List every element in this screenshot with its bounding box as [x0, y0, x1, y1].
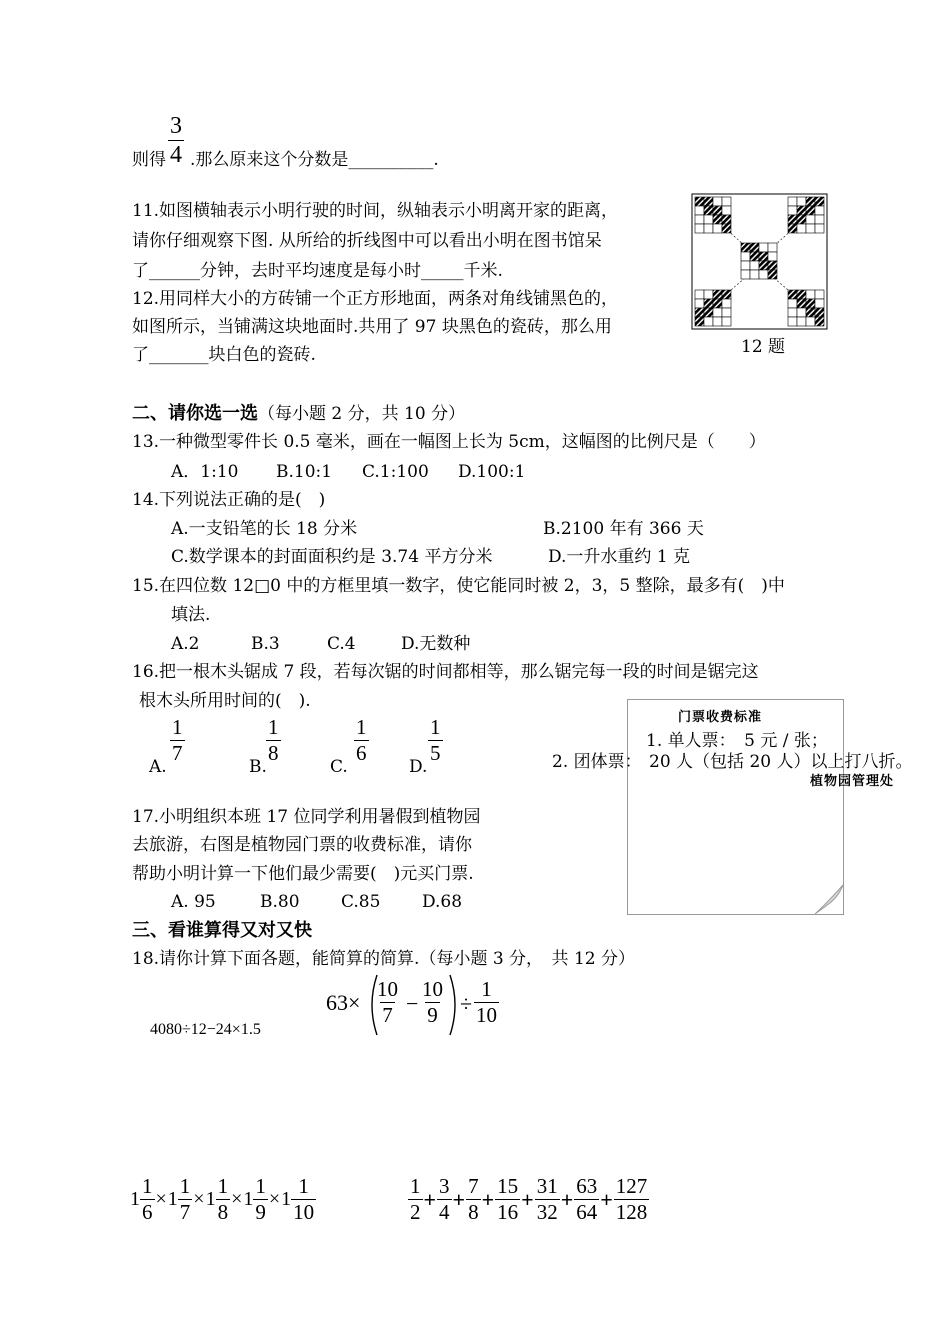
- q16-d-num: 1: [430, 715, 441, 739]
- tile-square: [704, 290, 713, 299]
- mixed-whole: 1: [243, 1188, 254, 1210]
- sum-den: 128: [615, 1200, 648, 1224]
- tile-square: [797, 290, 806, 299]
- q13-option-a: A．1:10: [171, 462, 239, 482]
- q10-fraction: [168, 114, 184, 167]
- plus-sign: +: [481, 1186, 495, 1212]
- q15-stem: 15.在四位数 12□0 中的方框里填一数字，使它能同时被 2，3，5 整除，最多有( )中: [132, 576, 785, 596]
- tile-square: [704, 206, 713, 215]
- q13-option-d: D.100:1: [458, 462, 526, 482]
- tile-square: [806, 215, 815, 224]
- page-curl-icon: [812, 884, 844, 916]
- tile-square: [797, 215, 806, 224]
- tile-square: [713, 197, 722, 206]
- tile-square: [797, 206, 806, 215]
- sum-num: 63: [576, 1174, 598, 1198]
- q16-option-d-label: D.: [409, 757, 428, 777]
- tile-square: [704, 317, 713, 326]
- plus-sign: +: [423, 1186, 437, 1212]
- q13-option-c: C.1:100: [362, 462, 429, 482]
- tile-square: [797, 308, 806, 317]
- section3-heading: 三、看谁算得又对又快: [132, 920, 312, 941]
- q18-expr2-minus: −: [406, 991, 419, 1016]
- q18-expr2-f1-num: 10: [377, 977, 398, 1001]
- tile-square: [815, 290, 824, 299]
- ticket-signature: 植物园管理处: [810, 774, 895, 789]
- tile-square: [815, 215, 824, 224]
- mixed-den: 7: [179, 1200, 191, 1224]
- q16-a-den: 7: [172, 741, 183, 765]
- ticket-line2-left: 2. 团体票：: [552, 752, 642, 772]
- tile-square: [741, 243, 750, 252]
- tile-square: [788, 215, 797, 224]
- tile-square: [713, 215, 722, 224]
- tile-square: [788, 308, 797, 317]
- times-sign: ×: [268, 1188, 281, 1210]
- q18-expr2-frac1: [375, 979, 400, 1026]
- q16-stem: 16.把一根木头锯成 7 段，若每次锯的时间都相等，那么锯完每一段的时间是锯完这: [132, 662, 759, 682]
- tile-square: [704, 224, 713, 233]
- q17-line1: 17.小明组织本班 17 位同学利用暑假到植物园: [132, 807, 481, 827]
- plus-sign: +: [521, 1186, 534, 1212]
- tile-square: [806, 206, 815, 215]
- tile-square: [713, 299, 722, 308]
- sum-fraction: [437, 1176, 452, 1223]
- tile-diagonal-figure: [690, 192, 830, 332]
- q17-option-b: B.80: [260, 892, 300, 912]
- tile-square: [722, 206, 731, 215]
- q18-expr3: [130, 1176, 316, 1223]
- q15-option-a: A.2: [171, 634, 200, 654]
- mixed-fraction: [291, 1176, 316, 1223]
- tile-square: [815, 308, 824, 317]
- q17-line2: 去旅游，右图是植物园门票的收费标准，请你: [132, 835, 472, 855]
- q17-option-c: C.85: [341, 892, 381, 912]
- tile-square: [768, 261, 777, 270]
- tile-square: [788, 206, 797, 215]
- q17-option-a: A. 95: [171, 892, 216, 912]
- tile-square: [695, 206, 704, 215]
- mixed-fraction: [140, 1176, 155, 1223]
- tile-square: [704, 197, 713, 206]
- q12-line3: 了_______块白色的瓷砖.: [132, 345, 316, 365]
- tile-square: [741, 261, 750, 270]
- sum-num: 15: [497, 1174, 519, 1198]
- tile-square: [704, 308, 713, 317]
- q12-line1: 12.用同样大小的方砖铺一个正方形地面，两条对角线铺黑色的，: [132, 289, 619, 309]
- tile-square: [741, 252, 750, 261]
- sum-fraction: [574, 1176, 599, 1223]
- q18-expr2-f2-den: 9: [427, 1003, 438, 1027]
- q14-option-a: A.一支铅笔的长 18 分米: [171, 519, 358, 539]
- tile-square: [695, 215, 704, 224]
- ticket-line1: 1. 单人票： 5 元 / 张；: [646, 731, 828, 751]
- tile-square: [797, 224, 806, 233]
- mixed-den: 9: [255, 1200, 266, 1224]
- mixed-whole: 1: [130, 1188, 140, 1210]
- times-sign: ×: [231, 1188, 243, 1210]
- mixed-den: 8: [217, 1200, 229, 1224]
- q15-stem2: 填法.: [171, 605, 211, 625]
- q18-expr2-lead: 63×: [326, 990, 361, 1015]
- sum-num: 7: [468, 1174, 479, 1198]
- q17-line3: 帮助小明计算一下他们最少需要( )元买门票.: [132, 864, 474, 884]
- tile-square: [741, 270, 750, 279]
- ticket-line2-right: 20 人（包括 20 人）以上打八折。: [649, 752, 913, 772]
- tile-square: [695, 308, 704, 317]
- q16-a-num: 1: [172, 715, 183, 739]
- tile-square: [788, 224, 797, 233]
- ticket-title: 门票收费标准: [678, 710, 763, 725]
- tile-square: [704, 215, 713, 224]
- tile-square: [759, 261, 768, 270]
- sum-num: 3: [439, 1174, 450, 1198]
- tile-square: [768, 270, 777, 279]
- sum-num: 1: [410, 1174, 421, 1198]
- q13-option-b: B.10:1: [276, 462, 333, 482]
- q16-d-den: 5: [430, 741, 441, 765]
- tile-square: [797, 197, 806, 206]
- q15-option-d: D.无数种: [401, 634, 471, 654]
- tile-square: [768, 252, 777, 261]
- tile-square: [750, 270, 759, 279]
- tile-square: [815, 317, 824, 326]
- tile-square: [768, 243, 777, 252]
- q12-line2: 如图所示，当铺满这块地面时.共用了 97 块黑色的瓷砖，那么用: [132, 317, 612, 337]
- tile-square: [806, 308, 815, 317]
- tile-square: [713, 308, 722, 317]
- sum-fraction: [535, 1176, 560, 1223]
- q11-line2: 请你仔细观察下图. 从所给的折线图中可以看出小明在图书馆呆: [132, 231, 602, 251]
- tile-square: [722, 308, 731, 317]
- tile-square: [713, 206, 722, 215]
- tile-square: [788, 197, 797, 206]
- q14-option-d: D.一升水重约 1 克: [548, 547, 691, 567]
- q18-expr2-f1-den: 7: [382, 1003, 393, 1027]
- tile-square: [788, 317, 797, 326]
- tile-square: [815, 197, 824, 206]
- tile-square: [797, 317, 806, 326]
- q12-figure-caption: 12 题: [741, 337, 786, 357]
- mixed-num: 1: [142, 1174, 153, 1198]
- q14-option-b: B.2100 年有 366 天: [543, 519, 704, 539]
- tile-square: [806, 299, 815, 308]
- sum-den: 8: [468, 1200, 479, 1224]
- sum-num: 31: [536, 1174, 558, 1198]
- q18-expr2-div: ÷: [460, 991, 473, 1016]
- q10-suffix: .那么原来这个分数是__________.: [190, 150, 439, 170]
- q16-c-den: 6: [356, 741, 367, 765]
- tile-square: [797, 299, 806, 308]
- tile-square: [806, 317, 815, 326]
- sum-fraction: [495, 1176, 520, 1223]
- q17-option-d: D.68: [422, 892, 463, 912]
- tile-square: [759, 252, 768, 261]
- mixed-whole: 1: [205, 1188, 216, 1210]
- sum-den: 4: [439, 1200, 450, 1224]
- tile-square: [750, 243, 759, 252]
- mixed-num: 1: [179, 1174, 191, 1198]
- mixed-fraction: [253, 1176, 268, 1223]
- q18-expr2-frac3: [474, 979, 499, 1026]
- q16-stem2: 根木头所用时间的( ).: [139, 691, 311, 711]
- tile-square: [759, 243, 768, 252]
- tile-square: [815, 299, 824, 308]
- q18-expr2-f2-num: 10: [422, 977, 443, 1001]
- tile-square: [722, 299, 731, 308]
- tile-square: [722, 215, 731, 224]
- tile-square: [695, 299, 704, 308]
- mixed-num: 1: [255, 1174, 266, 1198]
- q13-stem: 13.一种微型零件长 0.5 毫米，画在一幅图上长为 5cm，这幅图的比例尺是（ ）: [132, 432, 766, 452]
- q16-option-d-fraction: [428, 717, 443, 764]
- q18-expr2-f3-num: 1: [481, 977, 492, 1001]
- tile-square: [806, 224, 815, 233]
- mixed-num: 1: [217, 1174, 229, 1198]
- sum-fraction: [466, 1176, 481, 1223]
- q11-line3: 了______分钟，去时平均速度是每小时_____千米.: [132, 261, 503, 281]
- times-sign: ×: [155, 1188, 167, 1210]
- q16-option-c-fraction: [354, 717, 369, 764]
- tile-square: [704, 299, 713, 308]
- sum-fraction: [614, 1176, 650, 1223]
- tile-square: [695, 317, 704, 326]
- tile-square: [815, 206, 824, 215]
- tile-square: [788, 299, 797, 308]
- section2-title: [132, 403, 465, 425]
- mixed-den: 10: [293, 1200, 315, 1224]
- q16-option-c-label: C.: [330, 757, 348, 777]
- sum-den: 32: [536, 1200, 558, 1224]
- q10-denominator: 4: [170, 142, 182, 168]
- tile-square: [695, 290, 704, 299]
- tile-square: [713, 290, 722, 299]
- sum-den: 2: [410, 1200, 421, 1224]
- tile-square: [722, 290, 731, 299]
- mixed-whole: 1: [281, 1188, 292, 1210]
- q16-c-num: 1: [356, 715, 367, 739]
- q18-expr1: 4080÷12−24×1.5: [150, 1021, 261, 1038]
- plus-sign: +: [452, 1186, 466, 1212]
- mixed-fraction: [216, 1176, 231, 1223]
- sum-fraction: [408, 1176, 423, 1223]
- sum-num: 127: [615, 1174, 648, 1198]
- tile-square: [713, 224, 722, 233]
- mixed-fraction: [178, 1176, 193, 1223]
- mixed-den: 6: [142, 1200, 153, 1224]
- q11-line1: 11.如图横轴表示小明行驶的时间，纵轴表示小明离开家的距离，: [132, 201, 619, 221]
- tile-square: [788, 290, 797, 299]
- q18-expr2-f3-den: 10: [476, 1003, 497, 1027]
- q18-expr2-frac2: [420, 979, 445, 1026]
- q16-option-b-fraction: [266, 717, 281, 764]
- q10-numerator: 3: [170, 113, 182, 139]
- q15-option-c: C.4: [327, 634, 356, 654]
- tile-square: [750, 261, 759, 270]
- times-sign: ×: [193, 1188, 205, 1210]
- q16-b-num: 1: [268, 715, 279, 739]
- tile-square: [806, 197, 815, 206]
- tile-square: [815, 224, 824, 233]
- tile-square: [695, 197, 704, 206]
- q18-expr4: [408, 1176, 649, 1223]
- tile-square: [713, 317, 722, 326]
- sum-den: 16: [497, 1200, 519, 1224]
- q14-stem: 14.下列说法正确的是( ): [132, 490, 326, 510]
- plus-sign: +: [560, 1186, 574, 1212]
- plus-sign: +: [600, 1186, 613, 1212]
- section2-heading: 二、请你选一选: [132, 403, 258, 424]
- q10-prefix: 则得: [132, 150, 166, 170]
- tile-square: [750, 252, 759, 261]
- tile-square: [759, 270, 768, 279]
- tile-square: [722, 197, 731, 206]
- section2-note: （每小题 2 分，共 10 分）: [258, 404, 466, 424]
- tile-square: [806, 290, 815, 299]
- q16-option-a-fraction: [170, 717, 185, 764]
- q16-option-b-label: B.: [249, 757, 267, 777]
- q18-stem: 18.请你计算下面各题，能简算的简算.（每小题 3 分， 共 12 分）: [132, 949, 636, 969]
- tile-square: [695, 224, 704, 233]
- tile-square: [722, 317, 731, 326]
- q15-option-b: B.3: [251, 634, 280, 654]
- q16-b-den: 8: [268, 741, 279, 765]
- q14-option-c: C.数学课本的封面面积约是 3.74 平方分米: [171, 547, 493, 567]
- mixed-whole: 1: [167, 1188, 178, 1210]
- mixed-num: 1: [298, 1174, 309, 1198]
- sum-den: 64: [576, 1200, 598, 1224]
- tile-square: [722, 224, 731, 233]
- q16-option-a-label: A.: [149, 757, 167, 777]
